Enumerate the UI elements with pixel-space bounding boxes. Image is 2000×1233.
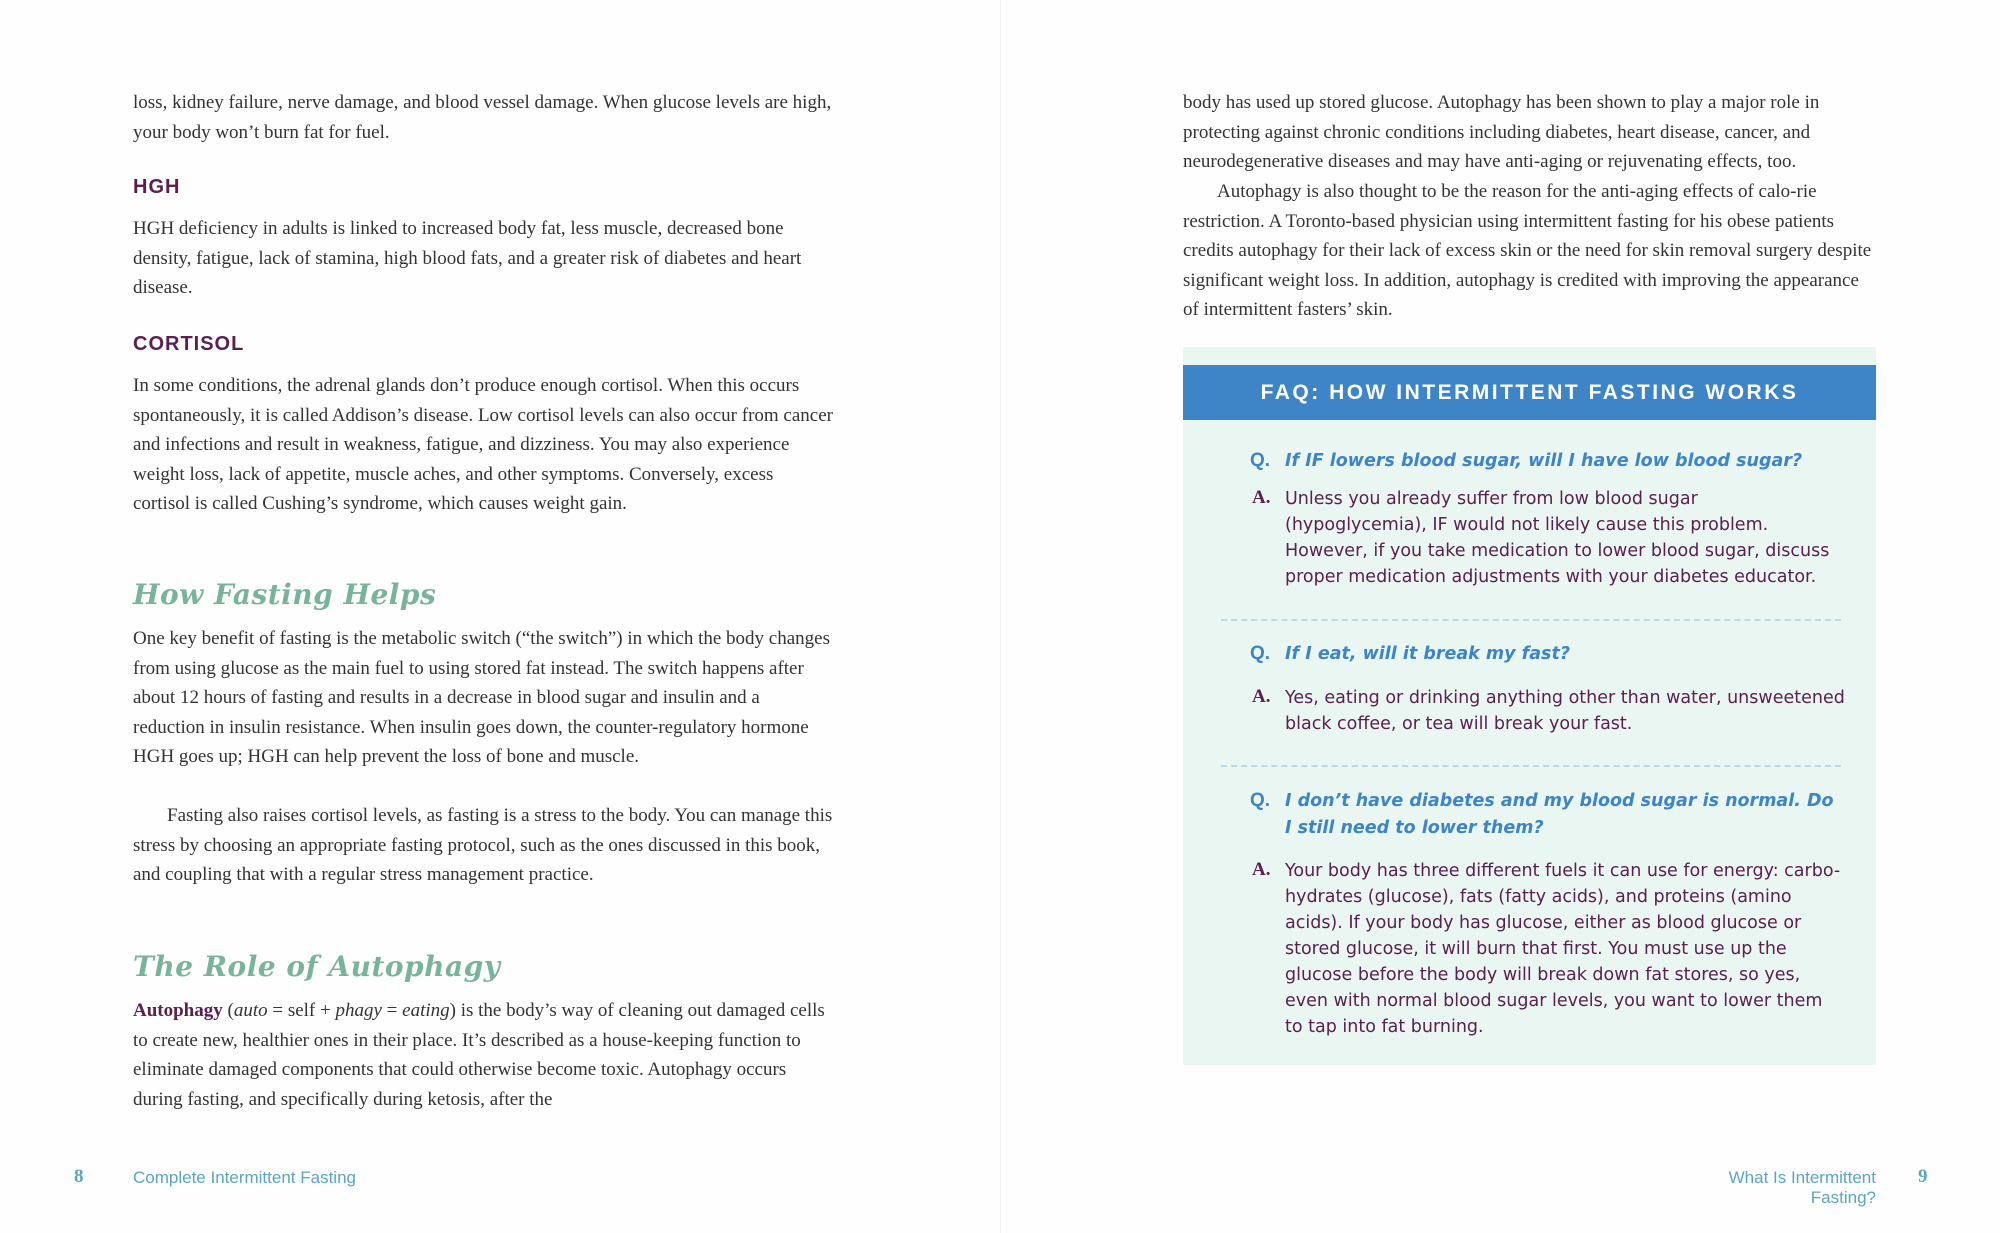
a-marker: A. — [1252, 859, 1271, 880]
cortisol-paragraph: In some conditions, the adrenal glands don’t produce enough cortisol. When this occurs spontaneously, it is called Addison’s disease. Low cortisol levels can also occur from cancer and infections and result in weakness, fatigue, and dizziness. You may also experience weight loss, lack of appetite, muscle aches, and other symptoms. Conversely, excess cortisol is called Cushing’s syndrome, which causes weight gain. — [133, 375, 833, 514]
cortisol-heading: CORTISOL — [133, 333, 245, 355]
faq-question-1: If IF lowers blood sugar, will I have low blood sugar? — [1285, 451, 1803, 471]
faq-question-3: I don’t have diabetes and my blood sugar is normal. Do I still need to lower them? — [1285, 791, 1834, 838]
faq-answer-3: Your body has three different fuels it can use for energy: carbo-hydrates (glucose), fats (fatty acids), and proteins (amino acids). If your body has glucose, either as blood glucose or stored glucose, it will burn that first. You must use up the glucose before the body will break down fat stores, so yes, even with normal blood sugar levels, you want to lower them to tap into fat burning. — [1285, 861, 1841, 1037]
autophagy-text: ) is the body’s way of cleaning out damaged cells to create new, healthier ones in their place. It’s described as a house-keeping function to eliminate damaged components that could otherwise become toxic. Autophagy occurs during fasting, and specifically during ketosis, after the — [133, 1000, 825, 1110]
faq-divider — [1221, 765, 1841, 767]
autophagy-paragraph — [133, 996, 833, 1114]
faq-question-2: If I eat, will it break my fast? — [1285, 644, 1570, 664]
fasting-paragraph-2: Fasting also raises cortisol levels, as fasting is a stress to the body. You can manage this stress by choosing an appropriate fasting protocol, such as the ones discussed in this book, and coupling that with a regular stress management practice. — [133, 805, 833, 885]
autophagy-term: Autophagy — [133, 1000, 223, 1021]
right-paragraph-1: body has used up stored glucose. Autophagy has been shown to play a major role in protecting against chronic conditions including diabetes, heart disease, cancer, and neurodegenerative diseases and may have anti-aging or rejuvenating effects, too. — [1183, 92, 1820, 172]
page-number-right: 9 — [1918, 1166, 1928, 1187]
etym-phagy: phagy — [335, 1000, 382, 1021]
how-fasting-helps-heading: How Fasting Helps — [133, 578, 437, 611]
hgh-paragraph: HGH deficiency in adults is linked to increased body fat, less muscle, decreased bone density, fatigue, lack of stamina, high blood fats, and a greater risk of diabetes and heart disease. — [133, 218, 802, 298]
hgh-heading: HGH — [133, 176, 181, 198]
faq-box — [1183, 347, 1876, 1065]
etym-self: = self + — [267, 1000, 336, 1021]
q-marker: Q. — [1250, 643, 1271, 664]
etym-eq: = — [381, 1000, 403, 1021]
page-number-left: 8 — [74, 1166, 84, 1187]
q-marker: Q. — [1250, 790, 1271, 811]
a-marker: A. — [1252, 487, 1271, 508]
fasting-paragraph-1: One key benefit of fasting is the metabolic switch (“the switch”) in which the body changes from using glucose as the main fuel to using stored fat instead. The switch happens after about 12 hours of fasting and results in a decrease in blood sugar and insulin and a reduction in insulin resistance. When insulin goes down, the counter-regulatory hormone HGH goes up; HGH can help prevent the loss of bone and muscle. — [133, 628, 830, 767]
faq-answer-2: Yes, eating or drinking anything other than water, unsweetened black coffee, or tea will break your fast. — [1285, 688, 1845, 734]
role-of-autophagy-heading: The Role of Autophagy — [133, 950, 501, 983]
q-marker: Q. — [1250, 450, 1271, 471]
a-marker: A. — [1252, 686, 1271, 707]
etym-auto: auto — [233, 1000, 268, 1021]
footer-chapter-title: What Is Intermittent Fasting? — [1728, 1168, 1876, 1207]
right-paragraph-2: Autophagy is also thought to be the reason for the anti-aging effects of calo-rie restriction. A Toronto-based physician using intermittent fasting for his obese patients credits autophagy for their lack of excess skin or the need for skin removal surgery despite significant weight loss. In addition, autophagy is credited with improving the appearance of intermittent fasters’ skin. — [1183, 181, 1872, 320]
etym-eating: eating — [402, 1000, 450, 1021]
intro-paragraph: loss, kidney failure, nerve damage, and blood vessel damage. When glucose levels are high, your body won’t burn fat for fuel. — [133, 92, 832, 143]
faq-answer-1: Unless you already suffer from low blood sugar (hypoglycemia), IF would not likely cause this problem. However, if you take medication to lower blood sugar, discuss proper medication adjustments with your diabetes educator. — [1285, 489, 1830, 587]
faq-title: FAQ: HOW INTERMITTENT FASTING WORKS — [1183, 365, 1876, 420]
right-page — [1000, 0, 2000, 1233]
paren-open: ( — [222, 1000, 234, 1021]
faq-divider — [1221, 619, 1841, 621]
footer-book-title: Complete Intermittent Fasting — [133, 1168, 356, 1187]
